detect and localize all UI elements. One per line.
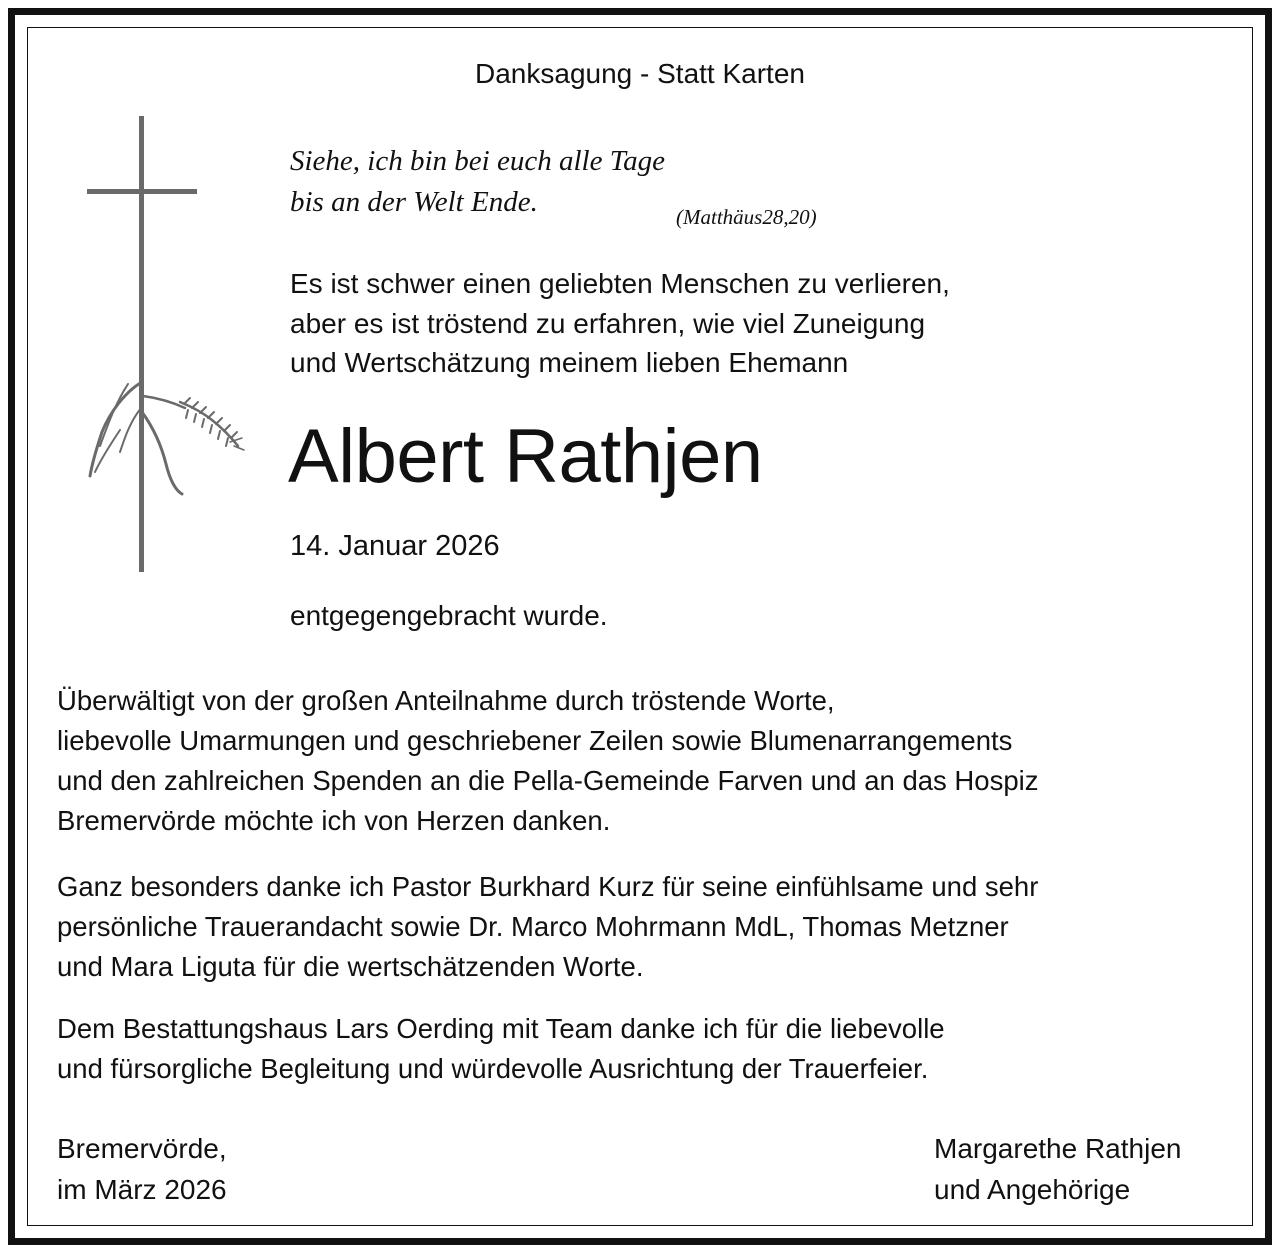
notice-heading: Danksagung - Statt Karten (475, 58, 805, 89)
paragraph-line: und fürsorgliche Begleitung und würdevolle Ausrichtung der Trauerfeier. (57, 1053, 929, 1084)
after-name-text: entgegengebracht wurde. (290, 600, 608, 631)
signature (934, 1128, 1181, 1210)
intro-line: und Wertschätzung meinem lieben Ehemann (290, 347, 849, 378)
thanks-paragraph (57, 1009, 945, 1089)
signature-line: und Angehörige (934, 1174, 1131, 1205)
paragraph-line: Bremervörde möchte ich von Herzen danken. (57, 805, 611, 836)
paragraph-line: Ganz besonders danke ich Pastor Burkhard Kurz für seine einfühlsame und sehr (57, 871, 1039, 902)
paragraph-line: Überwältigt von der großen Anteilnahme durch tröstende Worte, (57, 685, 835, 716)
verse-reference: (Matthäus28,20) (676, 205, 817, 229)
paragraph-line: Dem Bestattungshaus Lars Oerding mit Team danke ich für die liebevolle (57, 1013, 945, 1044)
intro-text (290, 264, 950, 383)
date-line: im März 2026 (57, 1174, 227, 1205)
paragraph-line: persönliche Trauerandacht sowie Dr. Marco Mohrmann MdL, Thomas Metzner (57, 911, 1009, 942)
cross-with-wheat-icon (80, 112, 250, 577)
place-line: Bremervörde, (57, 1133, 227, 1164)
thanks-paragraph (57, 867, 1038, 987)
place-and-date (57, 1128, 227, 1210)
verse-line: Siehe, ich bin bei euch alle Tage (290, 145, 666, 177)
date-of-death: 14. Januar 2026 (290, 530, 500, 562)
intro-line: Es ist schwer einen geliebten Menschen zu verlieren, (290, 268, 950, 299)
thanks-paragraph (57, 681, 1039, 841)
paragraph-line: und den zahlreichen Spenden an die Pella-Gemeinde Farven und an das Hospiz (57, 765, 1039, 796)
paragraph-line: liebevolle Umarmungen und geschriebener Zeilen sowie Blumenarrangements (57, 725, 1013, 756)
intro-line: aber es ist tröstend zu erfahren, wie viel Zuneigung (290, 307, 926, 339)
bible-verse (290, 141, 665, 223)
signature-line: Margarethe Rathjen (934, 1133, 1182, 1164)
deceased-name: Albert Rathjen (288, 414, 763, 499)
verse-line: bis an der Welt Ende. (290, 186, 538, 218)
paragraph-line: und Mara Liguta für die wertschätzenden Worte. (57, 951, 644, 982)
